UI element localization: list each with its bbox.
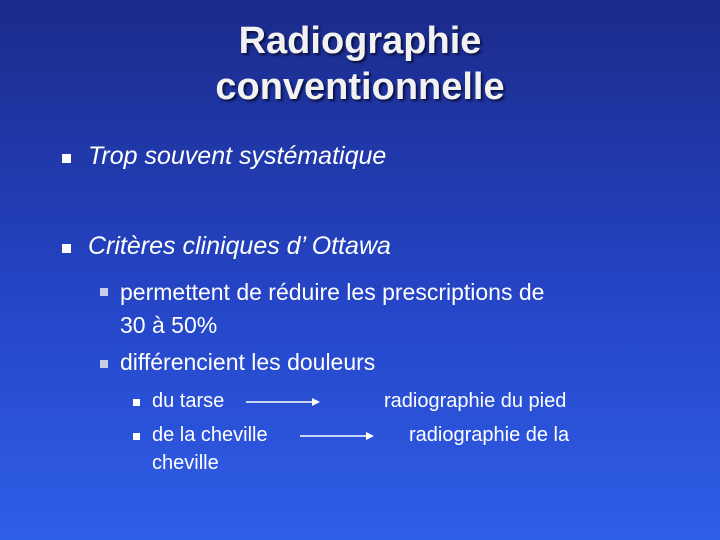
mapping-from-2-line-1: de la cheville	[152, 424, 268, 446]
mapping-to-2: radiographie de la	[409, 424, 570, 446]
slide-title	[0, 18, 720, 110]
square-bullet-icon	[133, 433, 140, 440]
bullet-text-1: Trop souvent systématique	[88, 142, 387, 170]
mapping-to-1: radiographie du pied	[384, 390, 567, 412]
sub-bullet-text-2: différencient les douleurs	[120, 349, 376, 375]
square-bullet-icon	[133, 399, 140, 406]
mapping-from-2-line-2: cheville	[152, 452, 219, 474]
bullet-text-2: Critères cliniques d’ Ottawa	[88, 232, 391, 260]
square-bullet-icon	[100, 288, 108, 296]
right-arrow-icon	[246, 396, 320, 408]
slide-title-line-1: Radiographie	[238, 20, 482, 62]
square-bullet-icon	[100, 360, 108, 368]
square-bullet-icon	[62, 244, 71, 253]
slide-title-line-2: conventionnelle	[215, 66, 505, 108]
sub-bullet-text-1-line-1: permettent de réduire les prescriptions de	[120, 279, 545, 305]
sub-bullet-text-1-line-2: 30 à 50%	[120, 312, 218, 338]
mapping-from-1: du tarse	[152, 390, 225, 412]
right-arrow-icon	[300, 430, 374, 442]
square-bullet-icon	[62, 154, 71, 163]
